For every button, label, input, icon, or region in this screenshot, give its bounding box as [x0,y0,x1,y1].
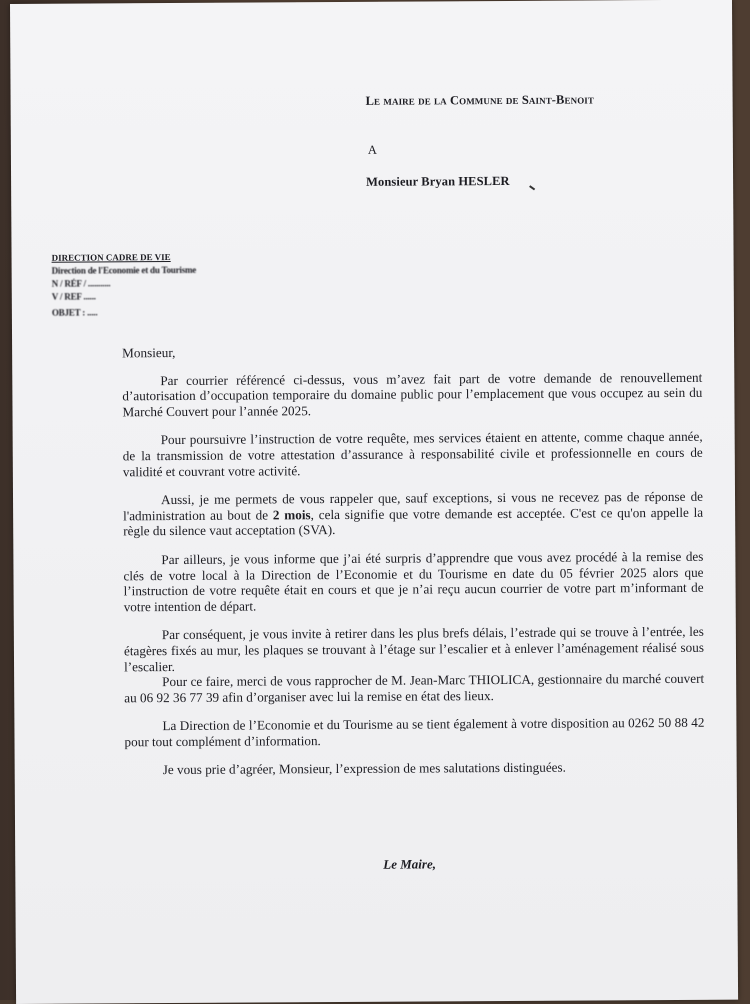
letter-page [10,0,738,1004]
paragraph-renewal-request: Par courrier référencé ci-dessus, vous m’avez fait part de votre demande de renouvellement d’autorisation d’occupation temporaire du domaine public pour l’emplacement que vous occupez au sein du Marché Couvert pour l’année 2025. [122,369,703,420]
your-reference: V / REF ...... [51,291,96,302]
sva-text-before: Aussi, je me permets de vous rappeler que, sauf exceptions, si vous ne recevez pas de réponse de l'administration au bout de [123,488,704,524]
paragraph-direction-contact: La Direction de l’Economie et du Tourisme au se tient également à votre disposition au 0262 50 88 42 pour tout complément d’information. [124,715,705,750]
our-reference: N / RÉF / ........... [51,278,111,289]
addressee-prefix: A [367,142,378,157]
subject-line: OBJET : ..... [51,307,98,318]
salutation: Monsieur, [122,344,176,361]
paragraph-key-return: Par ailleurs, je vous informe que j’ai été surpris d’apprendre que vous avez procédé à la remise des clés de votre local à la Direction de l’Economie et du Tourisme en date du 05 février 2025 alors que l’instruction de votre requête était en cours et que je n’ai reçu aucun courrier de votre part m’informant de votre intention de départ. [123,548,704,615]
paragraph-sva [123,489,703,539]
sender-title: Le maire de la Commune de Saint-Benoit [365,92,595,108]
paragraph-insurance: Pour poursuivre l’instruction de votre requête, mes services étaient en attente, comme chaque année, de la transmission de votre attestation d’assurance à responsabilité civile et professionnelle en cours de validité et couvrant votre activité. [122,429,703,479]
sva-duration: 2 mois [272,506,311,523]
reference-block [52,251,197,320]
paragraph-closing: Je vous prie d’agréer, Monsieur, l’expression de mes salutations distinguées. [162,760,567,778]
addressee-name: Monsieur Bryan HESLER [366,173,510,189]
sva-text-after: , cela signifie que votre demande est acceptée. C'est ce qu'on appelle la règle du silence vaut acceptation (SVA). [123,504,704,539]
letter-body [122,342,705,792]
sub-direction-label: Direction de l'Economie et du Tourisme [51,264,197,276]
direction-label: DIRECTION CADRE DE VIE [51,252,171,263]
recipient-block [366,92,707,190]
paragraph-removal-request: Par conséquent, je vous invite à retirer dans les plus brefs délais, l’estrade qui se trouve à l’entrée, les étagères fixés au mur, les plaques se trouvant à l’étage sur l’escalier et à enlever l’aménagement réalisé sous l’escalier. [123,624,704,674]
signature: Le Maire, [383,856,437,872]
paragraph-contact-manager: Pour ce faire, merci de vous rapprocher de M. Jean-Marc THIOLICA, gestionnaire du marché couvert au 06 92 36 77 39 afin d’organiser avec lui la remise en état des lieux. [124,670,705,706]
